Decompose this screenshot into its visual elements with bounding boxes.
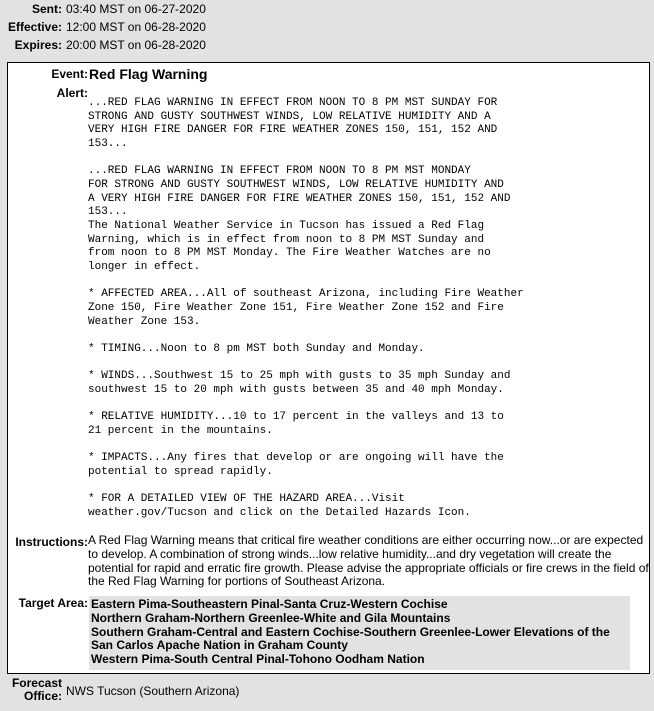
forecast-office-value: NWS Tucson (Southern Arizona) [66,684,240,698]
alert-text: ...RED FLAG WARNING IN EFFECT FROM NOON TO 8 PM MST SUNDAY FOR STRONG AND GUSTY SOUTHWEST WINDS, LOW RELATIVE HUMIDITY AND A VERY HIGH FIRE DANGER FOR FIRE WEATHER ZONES 150, 151, 152 AND 153... ...RED FLAG WARNING IN EFFECT FROM NOON TO 8 PM MST MONDAY FOR STRONG AND GUSTY SOUTHWEST WINDS, LOW RELATIVE HUMIDITY AND A VERY HIGH FIRE DANGER FOR FIRE WEATHER ZONES 150, 151, 152 AND 153... The National Weather Service in Tucson has issued a Red Flag Warning, which is in effect from noon to 8 PM MST Sunday and from noon to 8 PM MST Monday. The Fire Weather Watches are no longer in effect. * AFFECTED AREA...All of southeast Arizona, including Fire Weather Zone 150, Fire Weather Zone 151, Fire Weather Zone 152 and Fire Weather Zone 153. * TIMING...Noon to 8 pm MST both Sunday and Monday. * WINDS...Southwest 15 to 25 mph with gusts to 35 mph Sunday and southwest 15 to 20 mph with gusts between 35 and 40 mph Monday. * RELATIVE HUMIDITY...10 to 17 percent in the valleys and 13 to 21 percent in the mountains. * IMPACTS...Any fires that develop or are ongoing will have the potential to spread rapidly. * FOR A DETAILED VIEW OF THE HAZARD AREA...Visit weather.gov/Tucson and click on the Detailed Hazards Icon. [88,97,524,519]
target-area-item: San Carlos Apache Nation in Graham County [91,638,348,653]
expires-label: Expires: [14,38,62,52]
target-area-item: Southern Graham-Central and Eastern Cochise-Southern Greenlee-Lower Elevations of the [91,624,610,639]
target-area-item: Northern Graham-Northern Greenlee-White and Gila Mountains [91,610,451,625]
target-area-item: Eastern Pima-Southeastern Pinal-Santa Cruz-Western Cochise [91,597,448,611]
event-label: Event: [51,67,88,81]
target-area-box [89,596,630,670]
alert-details-box [7,62,650,674]
instructions-label: Instructions: [15,535,88,549]
sent-row [0,0,654,18]
forecast-office-label-line1: Forecast [11,676,62,690]
sent-label: Sent: [32,2,62,16]
event-title: Red Flag Warning [89,66,208,82]
target-area-list [91,598,610,667]
alert-label: Alert: [56,86,88,100]
target-area-label: Target Area: [18,596,88,610]
expires-value: 20:00 MST on 06-28-2020 [66,38,206,52]
sent-value: 03:40 MST on 06-27-2020 [66,2,206,16]
expires-row [0,36,654,54]
instructions-text: A Red Flag Warning means that critical fire weather conditions are either occurring now...or are expected to develop. A combination of strong winds...low relative humidity...and dry vegetation will create the potential for rapid and erratic fire growth. Please advise the appropriate officials or fire crews in the field of the Red Flag Warning for portions of Southeast Arizona. [88,533,649,589]
forecast-office-label [0,677,62,703]
effective-row [0,18,654,36]
forecast-office-label-line2: Office: [23,689,62,703]
effective-value: 12:00 MST on 06-28-2020 [66,20,206,34]
effective-label: Effective: [7,20,62,34]
target-area-item: Western Pima-South Central Pinal-Tohono Oodham Nation [91,652,425,667]
